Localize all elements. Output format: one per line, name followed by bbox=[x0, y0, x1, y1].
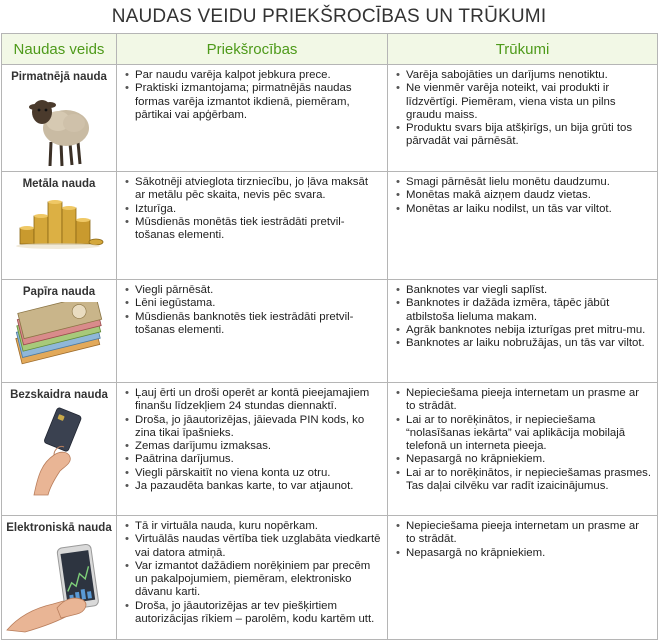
money-type-label: Bezskaidra nauda bbox=[10, 389, 108, 401]
page-title: NAUDAS VEIDU PRIEKŠROCĪBAS UN TRŪKUMI bbox=[111, 6, 547, 27]
list-item: • Mūsdienās banknotēs tiek iestrādāti pretvil-tošanas elementi. bbox=[135, 311, 381, 338]
list-item: • Paātrina darījumus. bbox=[135, 453, 381, 466]
header-disadvantages: Trūkumi bbox=[388, 34, 658, 65]
list-item: • Ne vienmēr varēja noteikt, vai produkti ir līdzvērtīgi. Piemēram, viena vista un pilns graudu maiss. bbox=[406, 82, 651, 122]
list-item: • Agrāk banknotes nebija izturīgas pret mitru-mu. bbox=[406, 324, 651, 337]
advantages-list bbox=[117, 387, 387, 493]
table-row bbox=[2, 383, 658, 516]
money-type-cell bbox=[2, 172, 117, 280]
disadvantages-cell bbox=[388, 516, 658, 640]
list-item: • Banknotes ir dažāda izmēra, tāpēc jābūt atbilstoša lieluma makam. bbox=[406, 297, 651, 324]
list-item: • Nepasargā no krāpniekiem. bbox=[406, 547, 651, 560]
list-item: • Var izmantot dažādiem norēķiniem par precēm un pakalpojumiem, piemēram, elektronisko dāvanu karti. bbox=[135, 560, 381, 600]
list-item: • Varēja sabojāties un darījums nenotiktu. bbox=[406, 69, 651, 82]
money-type-label: Elektroniskā nauda bbox=[6, 522, 112, 534]
list-item: • Nepieciešama pieeja internetam un prasme ar to strādāt. bbox=[406, 387, 651, 414]
list-item: • Praktiski izmantojama; pirmatnējās naudas formas varēja izmantot ikdienā, piemēram, pārtikai vai apģērbam. bbox=[135, 82, 381, 122]
disadvantages-list bbox=[388, 176, 657, 216]
table-row bbox=[2, 280, 658, 383]
disadvantages-cell bbox=[388, 383, 658, 516]
header-advantages: Priekšrocības bbox=[117, 34, 388, 65]
advantages-cell bbox=[117, 516, 388, 640]
advantages-list bbox=[117, 176, 387, 242]
money-type-label: Metāla nauda bbox=[22, 178, 96, 190]
money-type-cell bbox=[2, 383, 117, 516]
money-type-label: Papīra nauda bbox=[22, 286, 96, 298]
list-item: • Virtuālās naudas vērtība tiek uzglabāta viedkartē vai datora atmiņā. bbox=[135, 533, 381, 560]
disadvantages-list bbox=[388, 387, 657, 493]
header-money-type: Naudas veids bbox=[2, 34, 117, 65]
advantages-cell bbox=[117, 65, 388, 172]
disadvantages-cell bbox=[388, 65, 658, 172]
banknotes-icon bbox=[10, 302, 108, 366]
advantages-list bbox=[117, 69, 387, 122]
advantages-list bbox=[117, 284, 387, 337]
list-item: • Par naudu varēja kalpot jebkura prece. bbox=[135, 69, 381, 82]
money-type-cell bbox=[2, 280, 117, 383]
list-item: • Monētas ar laiku nodilst, un tās var viltot. bbox=[406, 203, 651, 216]
sheep-icon bbox=[24, 87, 94, 169]
disadvantages-list bbox=[388, 284, 657, 350]
list-item: • Lai ar to norēķinātos, ir nepieciešamas prasmes. Tas daļai cilvēku var radīt izaicinājumus. bbox=[406, 467, 651, 494]
list-item: • Ja pazaudēta bankas karte, to var atjaunot. bbox=[135, 480, 381, 493]
list-item: • Nepieciešama pieeja internetam un prasme ar to strādāt. bbox=[406, 520, 651, 547]
list-item: • Droša, jo jāautorizējas ar tev piešķirtiem autorizācijas rīkiem – parolēm, kodu kartēm utt. bbox=[135, 600, 381, 627]
list-item: • Smagi pārnēsāt lielu monētu daudzumu. bbox=[406, 176, 651, 189]
list-item: • Mūsdienās monētās tiek iestrādāti pretvil-tošanas elementi. bbox=[135, 216, 381, 243]
list-item: • Izturīga. bbox=[135, 203, 381, 216]
disadvantages-cell bbox=[388, 280, 658, 383]
disadvantages-list bbox=[388, 69, 657, 149]
table-row bbox=[2, 516, 658, 640]
list-item: • Droša, jo jāautorizējas, jāievada PIN kods, ko zina tikai īpašnieks. bbox=[135, 414, 381, 441]
money-type-cell bbox=[2, 516, 117, 640]
list-item: • Nepasargā no krāpniekiem. bbox=[406, 453, 651, 466]
advantages-cell bbox=[117, 172, 388, 280]
list-item: • Tā ir virtuāla nauda, kuru nopērkam. bbox=[135, 520, 381, 533]
header-row bbox=[2, 34, 658, 65]
advantages-list bbox=[117, 520, 387, 626]
list-item: • Monētas makā aizņem daudz vietas. bbox=[406, 189, 651, 202]
money-type-label: Pirmatnējā nauda bbox=[11, 71, 107, 83]
advantages-cell bbox=[117, 383, 388, 516]
list-item: • Viegli pārnēsāt. bbox=[135, 284, 381, 297]
list-item: • Ļauj ērti un droši operēt ar kontā pieejamajiem finanšu līdzekļiem 24 stundas diennaktī. bbox=[135, 387, 381, 414]
hand-phone-icon bbox=[5, 538, 113, 634]
list-item: • Banknotes ar laiku nobružājas, un tās var viltot. bbox=[406, 337, 651, 350]
list-item: • Viegli pārskaitīt no viena konta uz otru. bbox=[135, 467, 381, 480]
list-item: • Zemas darījumu izmaksas. bbox=[135, 440, 381, 453]
comparison-table bbox=[1, 33, 658, 640]
list-item: • Lai ar to norēķinātos, ir nepieciešama “nolasīšanas iekārta” vai aplikācija mobilajā telefonā un interneta pieeja. bbox=[406, 414, 651, 454]
table-row bbox=[2, 172, 658, 280]
list-item: • Produktu svars bija atšķirīgs, un bija grūti tos pārvadāt vai pārnēsāt. bbox=[406, 122, 651, 149]
money-type-cell bbox=[2, 65, 117, 172]
disadvantages-cell bbox=[388, 172, 658, 280]
coin-stacks-icon bbox=[14, 194, 104, 250]
advantages-cell bbox=[117, 280, 388, 383]
hand-card-icon bbox=[24, 405, 94, 497]
list-item: • Banknotes var viegli saplīst. bbox=[406, 284, 651, 297]
table-row bbox=[2, 65, 658, 172]
list-item: • Lēni iegūstama. bbox=[135, 297, 381, 310]
disadvantages-list bbox=[388, 520, 657, 560]
list-item: • Sākotnēji atvieglota tirzniecību, jo ļāva maksāt ar metālu pēc skaita, nevis pēc svara. bbox=[135, 176, 381, 203]
